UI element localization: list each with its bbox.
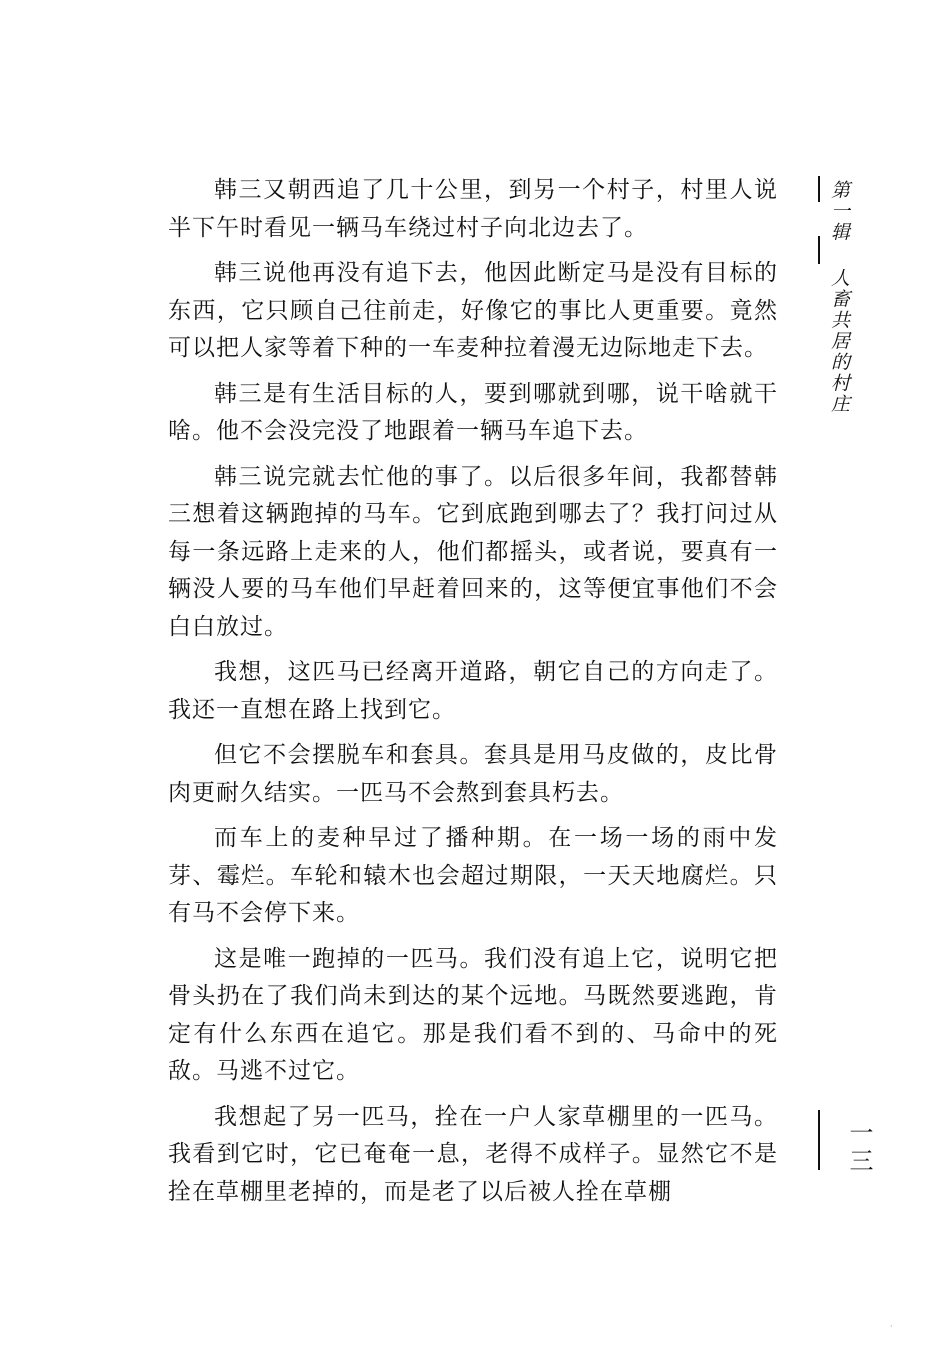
margin-rule <box>818 176 820 202</box>
scan-speck: · <box>890 1322 893 1331</box>
paragraph: 但它不会摆脱车和套具。套具是用马皮做的，皮比骨肉更耐久结实。一匹马不会熬到套具朽去。 <box>168 742 778 806</box>
body-text <box>168 172 778 1211</box>
paragraph: 我想，这匹马已经离开道路，朝它自己的方向走了。我还一直想在路上找到它。 <box>168 659 778 723</box>
chapter-label: 第一辑 <box>828 180 850 243</box>
section-title: 人畜共居的村庄 <box>828 268 850 415</box>
paragraph: 而车上的麦种早过了播种期。在一场一场的雨中发芽、霉烂。车轮和辕木也会超过期限，一天天地腐烂。只有马不会停下来。 <box>168 825 778 926</box>
margin-rule <box>818 1110 820 1170</box>
paragraph: 韩三又朝西追了几十公里，到另一个村子，村里人说半下午时看见一辆马车绕过村子向北边去了。 <box>168 177 778 241</box>
page-number: 一三 <box>845 1120 873 1176</box>
paragraph: 这是唯一跑掉的一匹马。我们没有追上它，说明它把骨头扔在了我们尚未到达的某个远地。马既然要逃跑，肯定有什么东西在追它。那是我们看不到的、马命中的死敌。马逃不过它。 <box>168 945 778 1084</box>
margin-rule <box>818 236 820 264</box>
paragraph: 韩三是有生活目标的人，要到哪就到哪，说干啥就干啥。他不会没完没了地跟着一辆马车追下去。 <box>168 380 778 444</box>
paragraph: 我想起了另一匹马，拴在一户人家草棚里的一匹马。我看到它时，它已奄奄一息，老得不成样子。显然它不是拴在草棚里老掉的，而是老了以后被人拴在草棚 <box>168 1103 778 1205</box>
paragraph: 韩三说完就去忙他的事了。以后很多年间，我都替韩三想着这辆跑掉的马车。它到底跑到哪去了？我打问过从每一条远路上走来的人，他们都摇头，或者说，要真有一辆没人要的马车他们早赶着回来的，这等便宜事他们不会白白放过。 <box>168 463 778 640</box>
paragraph: 韩三说他再没有追下去，他因此断定马是没有目标的东西，它只顾自己往前走，好像它的事比人更重要。竟然可以把人家等着下种的一车麦种拉着漫无边际地走下去。 <box>168 260 778 361</box>
